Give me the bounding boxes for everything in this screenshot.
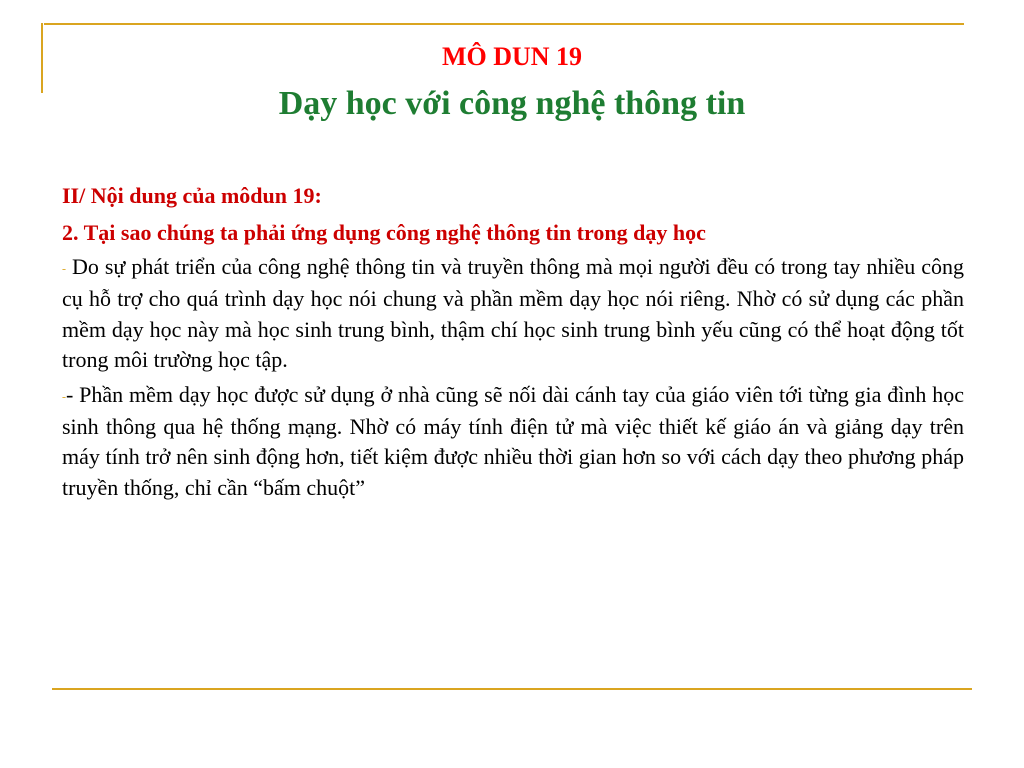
subsection-heading: 2. Tại sao chúng ta phải ứng dụng công nghệ thông tin trong dạy học	[62, 220, 706, 245]
paragraph-1-text: Do sự phát triển của công nghệ thông tin và truyền thông mà mọi người đều có trong tay nhiều công cụ hỗ trợ cho quá trình dạy học nói chung và phần mềm dạy học nói riêng. Nhờ có sử dụng các phần mềm dạy học này mà học sinh trung bình, thậm chí học sinh trung bình yếu cũng có thể hoạt động tốt trong môi trường học tập.	[62, 254, 965, 373]
paragraph-2-bullet: -	[62, 389, 66, 404]
bottom-border-line	[52, 688, 972, 690]
body-paragraph-1	[62, 252, 964, 376]
section-heading: II/ Nội dung của môdun 19:	[62, 183, 322, 208]
body-paragraph-2	[62, 380, 964, 504]
slide-content	[62, 180, 964, 503]
top-border-line	[44, 23, 964, 25]
paragraph-1-bullet: -	[62, 261, 66, 276]
slide-title-subject: Dạy học với công nghệ thông tin	[278, 85, 746, 122]
paragraph-2-text: - Phần mềm dạy học được sử dụng ở nhà cũng sẽ nối dài cánh tay của giáo viên tới từng gia đình học sinh thông qua hệ thống mạng. Nhờ có máy tính điện tử mà việc thiết kế giáo án và giảng dạy trên máy tính trở nên sinh động hơn, tiết kiệm được nhiều thời gian hơn so với cách dạy theo phương pháp truyền thống, chỉ cần “bấm chuột”	[62, 381, 964, 500]
slide-title-module: MÔ DUN 19	[441, 42, 583, 71]
